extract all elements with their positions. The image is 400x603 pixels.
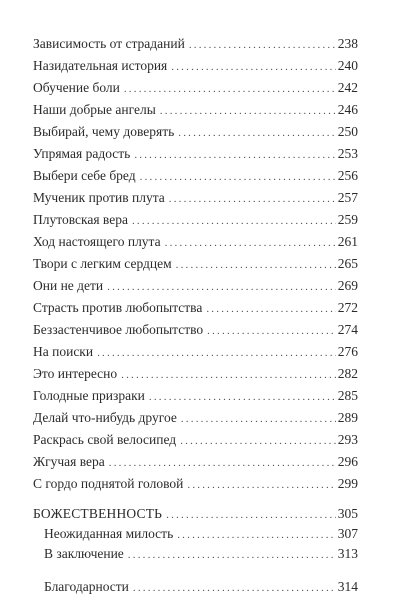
dot-leader [109, 452, 336, 474]
dot-leader [187, 474, 335, 496]
toc-entry-title: Это интересно [33, 366, 118, 381]
toc-entry-title: Жгучая вера [33, 454, 105, 469]
toc-entry-page: 272 [337, 300, 358, 315]
toc-entry-title: Делай что-нибудь другое [33, 410, 177, 425]
toc-entry-page: 250 [337, 124, 358, 139]
toc-entry[interactable] [33, 99, 358, 121]
dot-leader [181, 408, 336, 430]
toc-entry[interactable] [33, 253, 358, 275]
dot-leader [97, 342, 336, 364]
toc-entry-title: Раскрась свой велосипед [33, 432, 177, 447]
toc-entry[interactable] [33, 77, 358, 99]
toc-entry[interactable] [33, 209, 358, 231]
toc-entry[interactable] [33, 231, 358, 253]
toc-entry-page: 253 [337, 146, 358, 161]
toc-entry[interactable] [33, 165, 358, 187]
toc-entry-title: Ход настоящего плута [33, 234, 161, 249]
dot-leader [180, 430, 336, 452]
toc-entry[interactable] [33, 143, 358, 165]
dot-leader [132, 210, 336, 232]
toc-entry-page: 259 [337, 212, 358, 227]
toc-entry-title: Они не дети [33, 278, 104, 293]
dot-leader [128, 544, 336, 566]
dot-leader [149, 386, 336, 408]
dot-leader [206, 298, 335, 320]
toc-section-title: БОЖЕСТВЕННОСТЬ [33, 506, 163, 521]
toc-entry-page: 257 [337, 190, 358, 205]
toc-entry-title: Выбери себе бред [33, 168, 136, 183]
toc-section[interactable] [33, 503, 358, 525]
toc-entry-title: Наши добрые ангелы [33, 102, 156, 117]
toc-entry[interactable] [33, 341, 358, 363]
toc-entry-page: 240 [337, 58, 358, 73]
dot-leader [176, 254, 336, 276]
toc-entry[interactable] [33, 363, 358, 385]
toc-acknowledgements[interactable] [44, 576, 358, 598]
toc-entry-title: Голодные призраки [33, 388, 145, 403]
toc-section-page: 305 [337, 506, 358, 521]
toc-entry[interactable] [33, 275, 358, 297]
toc-entry-title: Благодарности [44, 579, 129, 594]
toc-entry-title: Выбирай, чему доверять [33, 124, 175, 139]
toc-entry-title: Мученик против плута [33, 190, 165, 205]
toc-entry-page: 313 [337, 546, 358, 561]
toc-entry-page: 274 [337, 322, 358, 337]
toc-entry-title: Страсть против любопытства [33, 300, 203, 315]
toc-entry-title: Зависимость от страданий [33, 36, 185, 51]
toc-entry-page: 269 [337, 278, 358, 293]
toc-entry-title: На поиски [33, 344, 94, 359]
dot-leader [107, 276, 336, 298]
dot-leader [178, 122, 335, 144]
toc-entry[interactable] [33, 121, 358, 143]
dot-leader [160, 100, 336, 122]
toc-entry-title: Твори с легким сердцем [33, 256, 172, 271]
toc-entry-page: 289 [337, 410, 358, 425]
toc-entry-title: Плутовская вера [33, 212, 128, 227]
toc-entry-page: 276 [337, 344, 358, 359]
toc-entry-page: 293 [337, 432, 358, 447]
toc-entry[interactable] [33, 297, 358, 319]
toc-entry-page: 265 [337, 256, 358, 271]
toc-entry-title: Упрямая радость [33, 146, 131, 161]
toc-entry[interactable] [33, 429, 358, 451]
dot-leader [189, 34, 336, 56]
toc-entry-title: С гордо поднятой головой [33, 476, 184, 491]
toc-entry[interactable] [33, 473, 358, 495]
toc-entry[interactable] [33, 451, 358, 473]
toc-entry-page: 296 [337, 454, 358, 469]
dot-leader [169, 188, 336, 210]
toc-entry-page: 299 [337, 476, 358, 491]
toc-entry-page: 256 [337, 168, 358, 183]
toc-entry[interactable] [33, 33, 358, 55]
toc-entry-page: 242 [337, 80, 358, 95]
toc-entry-page: 314 [337, 579, 358, 594]
toc-entry-page: 246 [337, 102, 358, 117]
toc-entry[interactable] [44, 523, 358, 545]
toc-entry[interactable] [33, 55, 358, 77]
dot-leader [140, 166, 336, 188]
dot-leader [133, 577, 336, 599]
toc-entry[interactable] [33, 385, 358, 407]
toc-entry[interactable] [33, 407, 358, 429]
toc-entry[interactable] [44, 543, 358, 565]
dot-leader [134, 144, 335, 166]
toc-entry-page: 238 [337, 36, 358, 51]
dot-leader [121, 364, 336, 386]
toc-entry-title: В заключение [44, 546, 124, 561]
toc-entry-title: Беззастенчивое любопытство [33, 322, 204, 337]
toc-entry-page: 307 [337, 526, 358, 541]
dot-leader [124, 78, 336, 100]
toc-entry-page: 282 [337, 366, 358, 381]
toc-entry[interactable] [33, 187, 358, 209]
toc-entry-page: 261 [337, 234, 358, 249]
toc-entry[interactable] [33, 319, 358, 341]
dot-leader [207, 320, 336, 342]
dot-leader [171, 56, 335, 78]
toc-entry-page: 285 [337, 388, 358, 403]
toc-entry-title: Обучение боли [33, 80, 120, 95]
toc-entry-title: Неожиданная милость [44, 526, 174, 541]
toc-entry-title: Назидательная история [33, 58, 168, 73]
dot-leader [165, 232, 336, 254]
